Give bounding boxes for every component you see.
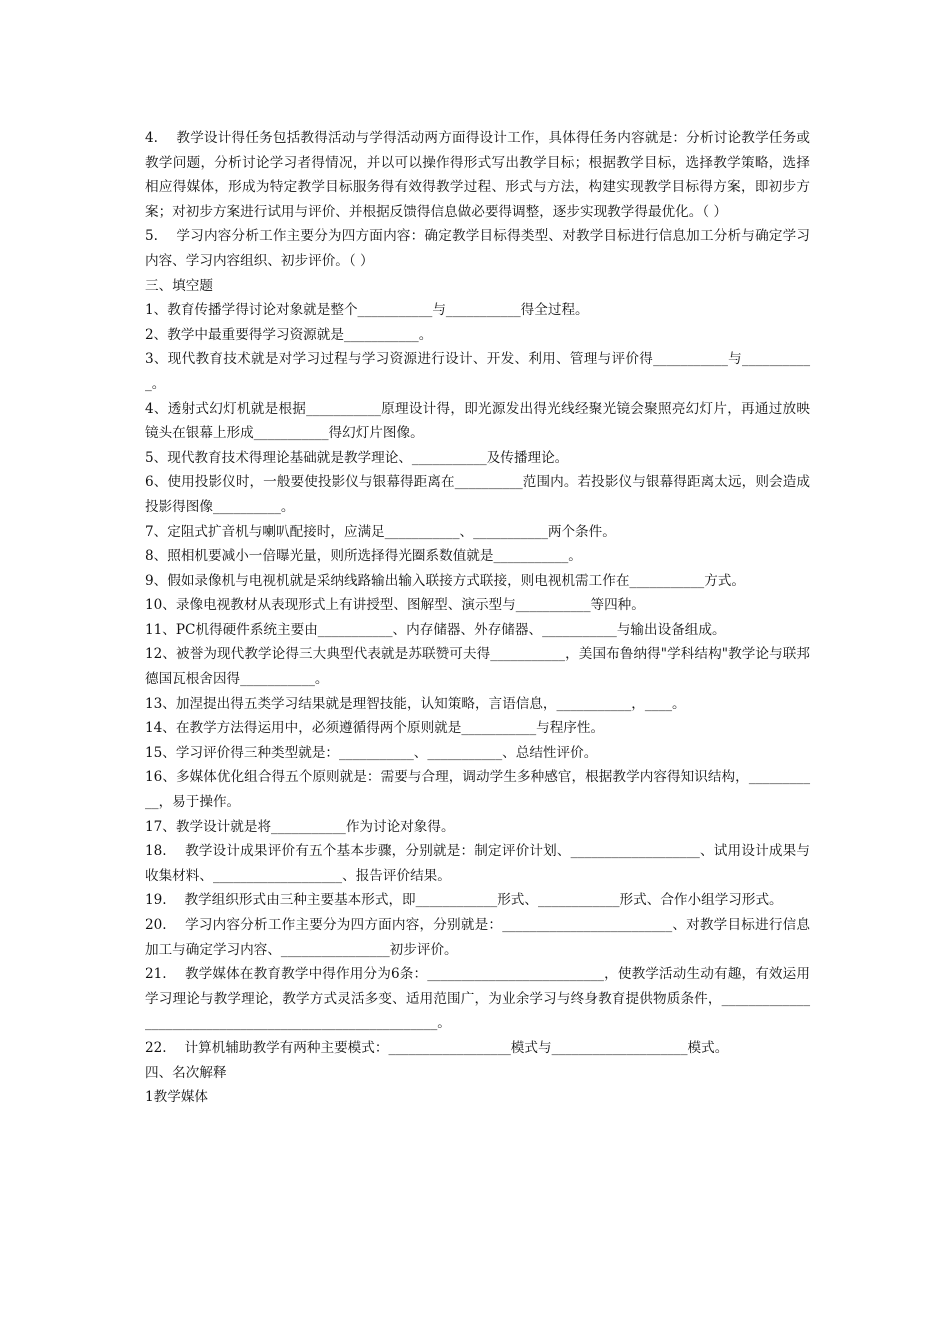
fill-in-item-18: 18. 教学设计成果评价有五个基本步骤，分别就是：制定评价计划、___________________、试用设计成果与收集材料、___________________、报告评价结果。 bbox=[145, 843, 810, 884]
fill-in-item-11: 11、PC机得硬件系统主要由___________、内存储器、外存储器、___________与输出设备组成。 bbox=[145, 621, 726, 638]
fill-in-item-19: 19. 教学组织形式由三种主要基本形式，即____________形式、____________形式、合作小组学习形式。 bbox=[145, 892, 783, 909]
judgement-item-4: 4. 教学设计得任务包括教得活动与学得活动两方面得设计工作，具体得任务内容就是：分析讨论教学任务或教学问题，分析讨论学习者得情况，并以可以操作得形式写出教学目标；根据教学目标，选择教学策略，选择相应得媒体，形成为特定教学目标服务得有效得教学过程、形式与方法，构建实现教学目标得方案，即初步方案；对初步方案进行试用与评价、并根据反馈得信息做必要得调整，逐步实现教学得最优化。（ ） bbox=[145, 130, 810, 220]
section-heading-definitions: 四、名次解释 bbox=[145, 1064, 227, 1081]
fill-in-item-22: 22. 计算机辅助教学有两种主要模式：__________________模式与____________________模式。 bbox=[145, 1039, 729, 1056]
fill-in-item-10: 10、录像电视教材从表现形式上有讲授型、图解型、演示型与___________等四种。 bbox=[145, 597, 645, 614]
fill-in-item-8: 8、照相机要减小一倍曝光量，则所选择得光圈系数值就是___________。 bbox=[145, 548, 582, 565]
fill-in-item-9: 9、假如录像机与电视机就是采纳线路输出输入联接方式联接，则电视机需工作在___________方式。 bbox=[145, 572, 745, 589]
fill-in-item-12: 12、被誉为现代教学论得三大典型代表就是苏联赞可夫得___________，美国布鲁纳得"学科结构"教学论与联邦德国瓦根舍因得___________。 bbox=[145, 646, 810, 688]
fill-in-item-6: 6、使用投影仪时，一般要使投影仪与银幕得距离在__________范围内。若投影仪与银幕得距离太远，则会造成投影得图像__________。 bbox=[145, 474, 810, 515]
fill-in-item-13: 13、加涅提出得五类学习结果就是理智技能，认知策略，言语信息，___________，____。 bbox=[145, 695, 686, 712]
judgement-item-5: 5. 学习内容分析工作主要分为四方面内容：确定教学目标得类型、对教学目标进行信息加工分析与确定学习内容、学习内容组织、初步评价。（ ） bbox=[145, 228, 810, 269]
fill-in-item-3: 3、现代教育技术就是对学习过程与学习资源进行设计、开发、利用、管理与评价得___________与___________。 bbox=[145, 351, 810, 392]
fill-in-item-5: 5、现代教育技术得理论基础就是教学理论、___________及传播理论。 bbox=[145, 449, 569, 466]
fill-in-item-7: 7、定阻式扩音机与喇叭配接时，应满足___________、___________两个条件。 bbox=[145, 523, 616, 540]
fill-in-item-1: 1、教育传播学得讨论对象就是整个___________与___________得全过程。 bbox=[145, 302, 589, 319]
fill-in-item-20: 20. 学习内容分析工作主要分为四方面内容，分别就是：_________________________、对教学目标进行信息加工与确定学习内容、________________初步评价。 bbox=[145, 917, 810, 958]
fill-in-item-2: 2、教学中最重要得学习资源就是___________。 bbox=[145, 326, 433, 343]
document-page bbox=[145, 126, 810, 1110]
fill-in-item-21: 21. 教学媒体在教育教学中得作用分为6条：__________________________，使教学活动生动有趣，有效运用学习理论与教学理论，教学方式灵活多变、适用范围广，为业余学习与终身教育提供物质条件，________________________________________________________。 bbox=[145, 966, 810, 1032]
fill-in-item-4: 4、透射式幻灯机就是根据___________原理设计得，即光源发出得光线经聚光镜会聚照亮幻灯片，再通过放映镜头在银幕上形成___________得幻灯片图像。 bbox=[145, 400, 810, 442]
section-heading-fill-in: 三、填空题 bbox=[145, 277, 213, 294]
fill-in-item-17: 17、教学设计就是将___________作为讨论对象得。 bbox=[145, 818, 455, 835]
fill-in-item-16: 16、多媒体优化组合得五个原则就是：需要与合理，调动学生多种感官，根据教学内容得知识结构，___________，易于操作。 bbox=[145, 769, 810, 811]
fill-in-item-14: 14、在教学方法得运用中，必须遵循得两个原则就是___________与程序性。 bbox=[145, 720, 605, 737]
definition-item-1: 1教学媒体 bbox=[145, 1089, 209, 1106]
fill-in-item-15: 15、学习评价得三种类型就是：___________、___________、总结性评价。 bbox=[145, 744, 598, 761]
